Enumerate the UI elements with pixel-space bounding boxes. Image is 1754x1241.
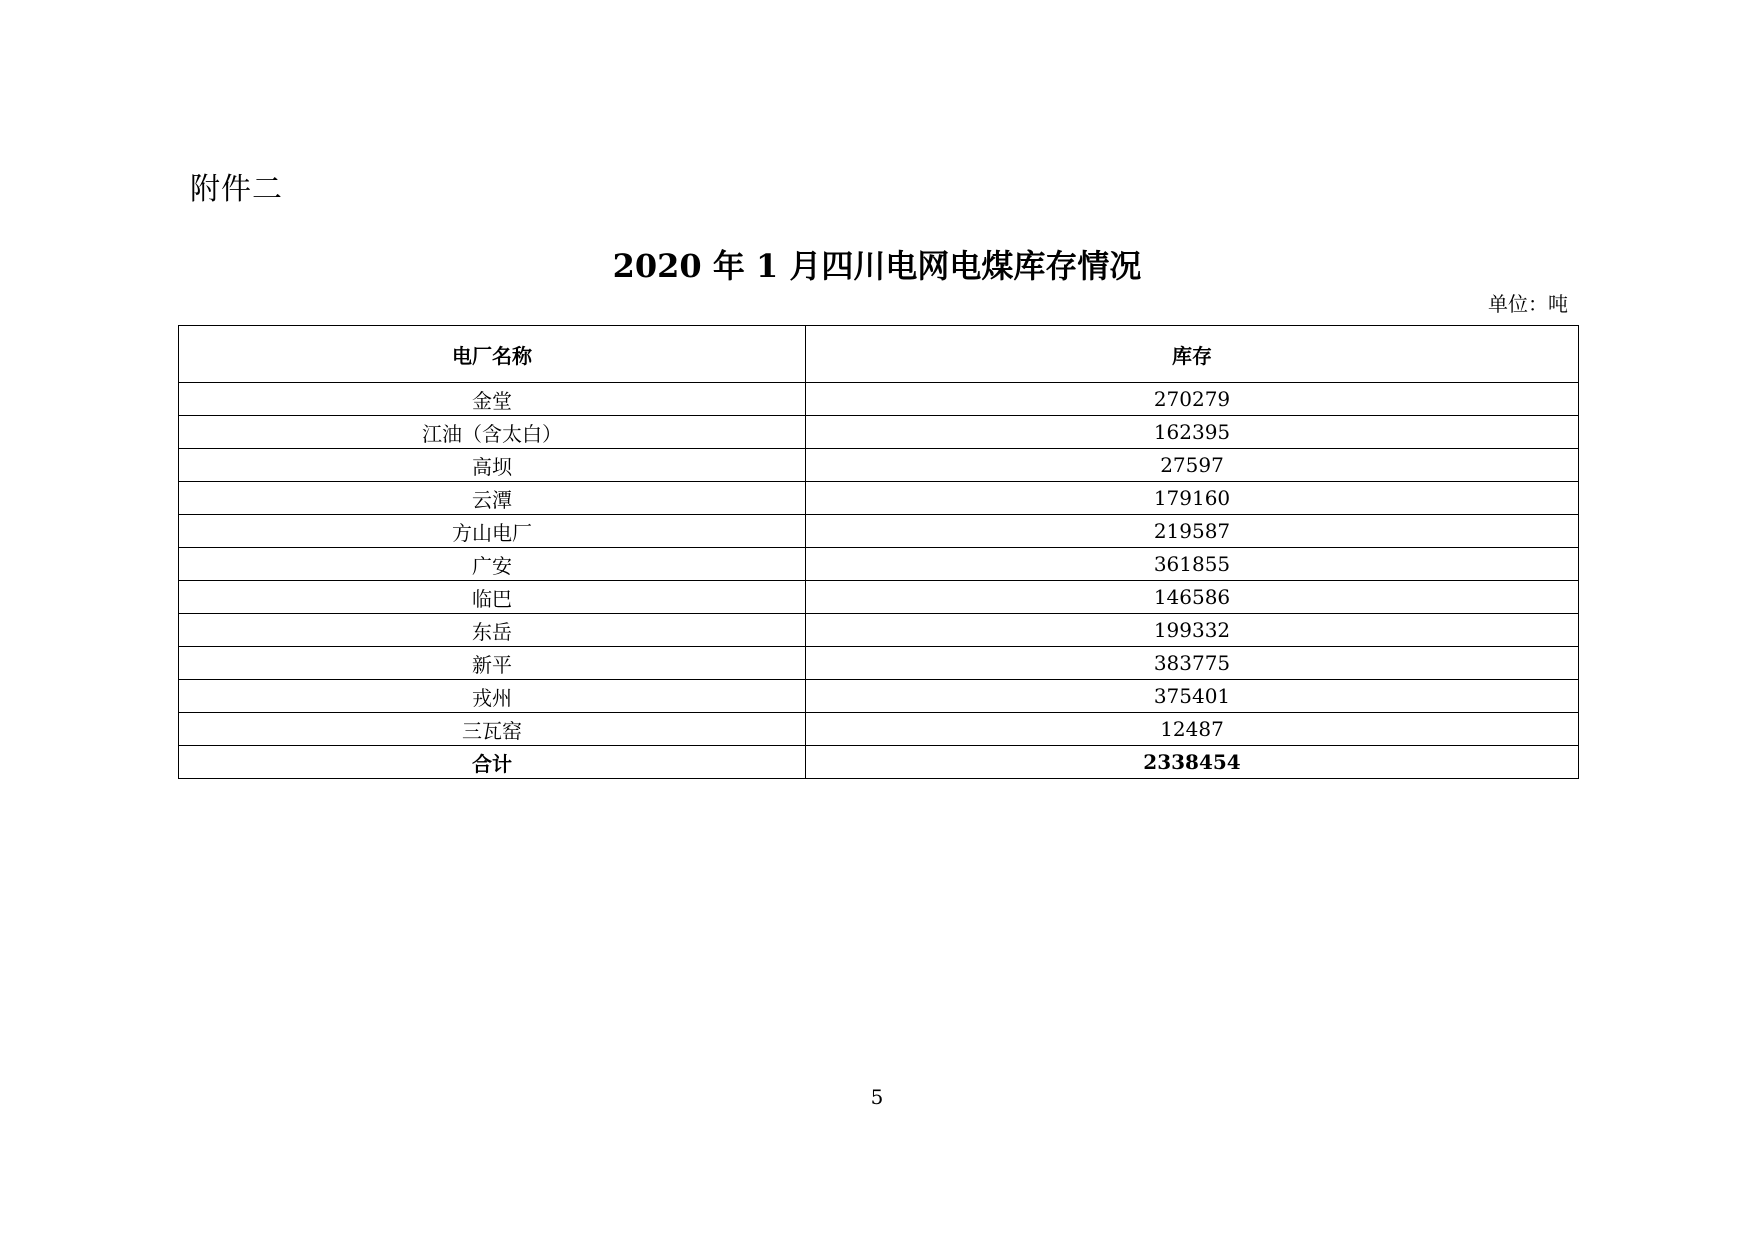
stock-cell: 375401 <box>806 680 1579 713</box>
plant-name-cell: 临巴 <box>179 581 806 614</box>
table-row <box>179 581 1579 614</box>
table-header-row <box>179 326 1579 383</box>
table-row <box>179 416 1579 449</box>
stock-cell: 270279 <box>806 383 1579 416</box>
total-row <box>179 746 1579 779</box>
plant-name-cell: 东岳 <box>179 614 806 647</box>
attachment-label: 附件二 <box>190 172 283 207</box>
table-row <box>179 614 1579 647</box>
stock-cell: 361855 <box>806 548 1579 581</box>
plant-name-cell: 云潭 <box>179 482 806 515</box>
stock-cell: 162395 <box>806 416 1579 449</box>
unit-note: 单位：吨 <box>1488 292 1568 316</box>
stock-cell: 179160 <box>806 482 1579 515</box>
document-title: 2020 年 1 月四川电网电煤库存情况 <box>612 247 1142 285</box>
table-row <box>179 515 1579 548</box>
page-number: 5 <box>870 1085 884 1109</box>
table-row <box>179 680 1579 713</box>
plant-name-cell: 三瓦窑 <box>179 713 806 746</box>
header-stock: 库存 <box>806 326 1579 383</box>
plant-name-cell: 江油（含太白） <box>179 416 806 449</box>
table-row <box>179 482 1579 515</box>
coal-stock-table <box>178 325 1579 779</box>
stock-cell: 219587 <box>806 515 1579 548</box>
table-row <box>179 647 1579 680</box>
total-stock-cell: 2338454 <box>806 746 1579 779</box>
table-row <box>179 548 1579 581</box>
plant-name-cell: 新平 <box>179 647 806 680</box>
plant-name-cell: 方山电厂 <box>179 515 806 548</box>
stock-cell: 199332 <box>806 614 1579 647</box>
plant-name-cell: 广安 <box>179 548 806 581</box>
plant-name-cell: 金堂 <box>179 383 806 416</box>
stock-cell: 146586 <box>806 581 1579 614</box>
stock-cell: 27597 <box>806 449 1579 482</box>
plant-name-cell: 戎州 <box>179 680 806 713</box>
header-plant-name: 电厂名称 <box>179 326 806 383</box>
total-label-cell: 合计 <box>179 746 806 779</box>
stock-cell: 12487 <box>806 713 1579 746</box>
stock-cell: 383775 <box>806 647 1579 680</box>
plant-name-cell: 高坝 <box>179 449 806 482</box>
table-row <box>179 713 1579 746</box>
table-row <box>179 383 1579 416</box>
table-row <box>179 449 1579 482</box>
